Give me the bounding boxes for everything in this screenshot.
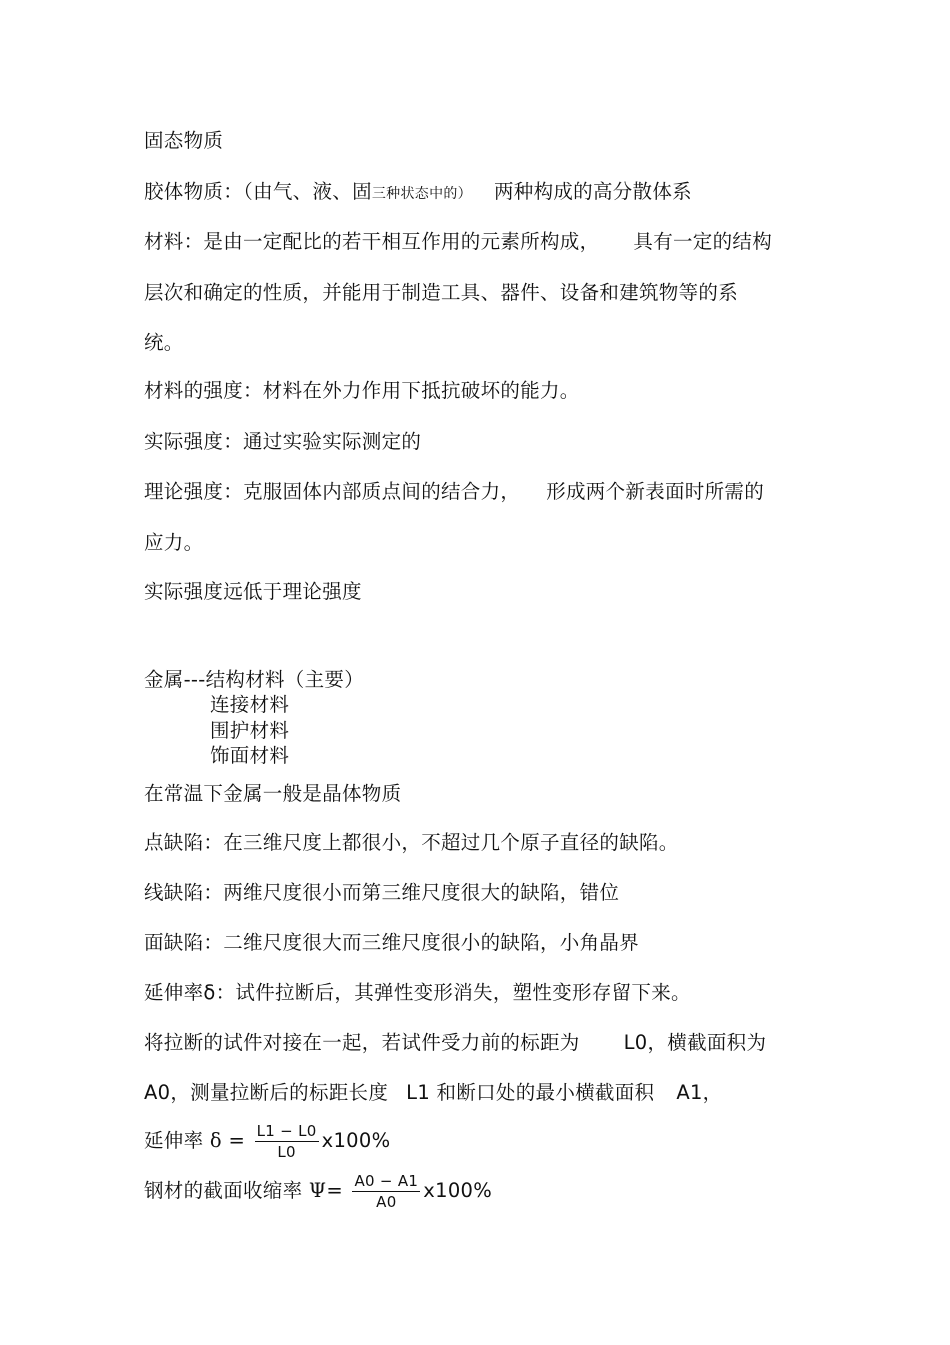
fraction-numerator: A0 − A1 (354, 1172, 419, 1190)
text: 金属---结构材料（主要） (144, 668, 365, 691)
line-metal-enclosure (210, 718, 289, 744)
line-material-strength (144, 378, 580, 404)
line-colloid-matter (144, 179, 692, 207)
formula-label: 延伸率 (144, 1129, 204, 1152)
text-small-note: 三种状态中的） (371, 186, 472, 202)
fraction-numerator: L1 − L0 (256, 1122, 317, 1140)
text: 饰面材料 (210, 744, 290, 767)
line-elongation-method (144, 1030, 766, 1056)
text: 点缺陷：在三维尺度上都很小，不超过几个原子直径的缺陷。 (144, 831, 679, 854)
text: 层次和确定的性质，并能用于制造工具、器件、设备和建筑物等的系 (144, 281, 739, 304)
text: 实际强度：通过实验实际测定的 (144, 430, 422, 453)
formula-elongation (144, 1122, 390, 1161)
line-material-definition (144, 229, 772, 255)
line-plane-defect (144, 930, 639, 956)
line-material-definition-end (144, 330, 184, 356)
text: 材料：是由一定配比的若干相互作用的元素所构成， (144, 230, 600, 253)
equals-sign: = (326, 1179, 343, 1202)
equals-sign: = (228, 1129, 246, 1152)
psi-symbol: Ψ (308, 1179, 327, 1202)
text: 固态物质 (144, 129, 224, 152)
line-elongation-method-cont (144, 1080, 722, 1106)
text: A0，测量拉断后的标距长度 (144, 1081, 389, 1104)
line-actual-strength (144, 429, 421, 455)
text: L1 和断口处的最小横截面积 (406, 1081, 655, 1104)
line-elongation-definition (144, 980, 691, 1006)
formula-reduction-of-area (144, 1172, 492, 1211)
line-metal-connecting (210, 692, 289, 718)
text: 面缺陷：二维尺度很大而三维尺度很小的缺陷，小角晶界 (144, 931, 640, 954)
text: 两种构成的高分散体系 (493, 180, 692, 203)
text: 统。 (144, 331, 184, 354)
text: 延伸率δ：试件拉断后，其弹性变形消失，塑性变形存留下来。 (144, 981, 691, 1004)
line-solid-matter (144, 128, 223, 154)
text: 应力。 (144, 531, 204, 554)
formula-suffix: x100% (321, 1129, 391, 1152)
text-small: 由气、液、固 (253, 180, 372, 203)
line-theoretical-strength (144, 479, 764, 505)
text: 实际强度远低于理论强度 (144, 580, 362, 603)
text: 理论强度：克服固体内部质点间的结合力， (144, 480, 521, 503)
fraction (255, 1122, 319, 1161)
text: L0，横截面积为 (623, 1031, 767, 1054)
line-metal-structural (144, 667, 364, 693)
text: 围护材料 (210, 719, 290, 742)
formula-label: 钢材的截面收缩率 (144, 1179, 303, 1202)
formula-suffix: x100% (423, 1179, 493, 1202)
text: 具有一定的结构 (633, 230, 773, 253)
line-line-defect (144, 880, 619, 906)
text: 胶体物质：（ (144, 180, 254, 203)
text: 将拉断的试件对接在一起，若试件受力前的标距为 (144, 1031, 580, 1054)
text: 形成两个新表面时所需的 (546, 480, 765, 503)
fraction-denominator: A0 (376, 1193, 397, 1211)
line-metal-crystal (144, 781, 401, 807)
fraction (352, 1172, 420, 1211)
text: A1， (676, 1081, 723, 1104)
line-theoretical-strength-end (144, 530, 203, 556)
fraction-denominator: L0 (277, 1143, 296, 1161)
line-metal-finishing (210, 743, 289, 769)
text: 线缺陷：两维尺度很小而第三维尺度很大的缺陷，错位 (144, 881, 620, 904)
text: 在常温下金属一般是晶体物质 (144, 782, 402, 805)
text: 材料的强度：材料在外力作用下抵抗破坏的能力。 (144, 379, 580, 402)
line-point-defect (144, 830, 679, 856)
delta-symbol: δ (209, 1129, 222, 1152)
line-material-definition-cont (144, 280, 738, 306)
text: 连接材料 (210, 693, 290, 716)
line-strength-comparison (144, 579, 362, 605)
